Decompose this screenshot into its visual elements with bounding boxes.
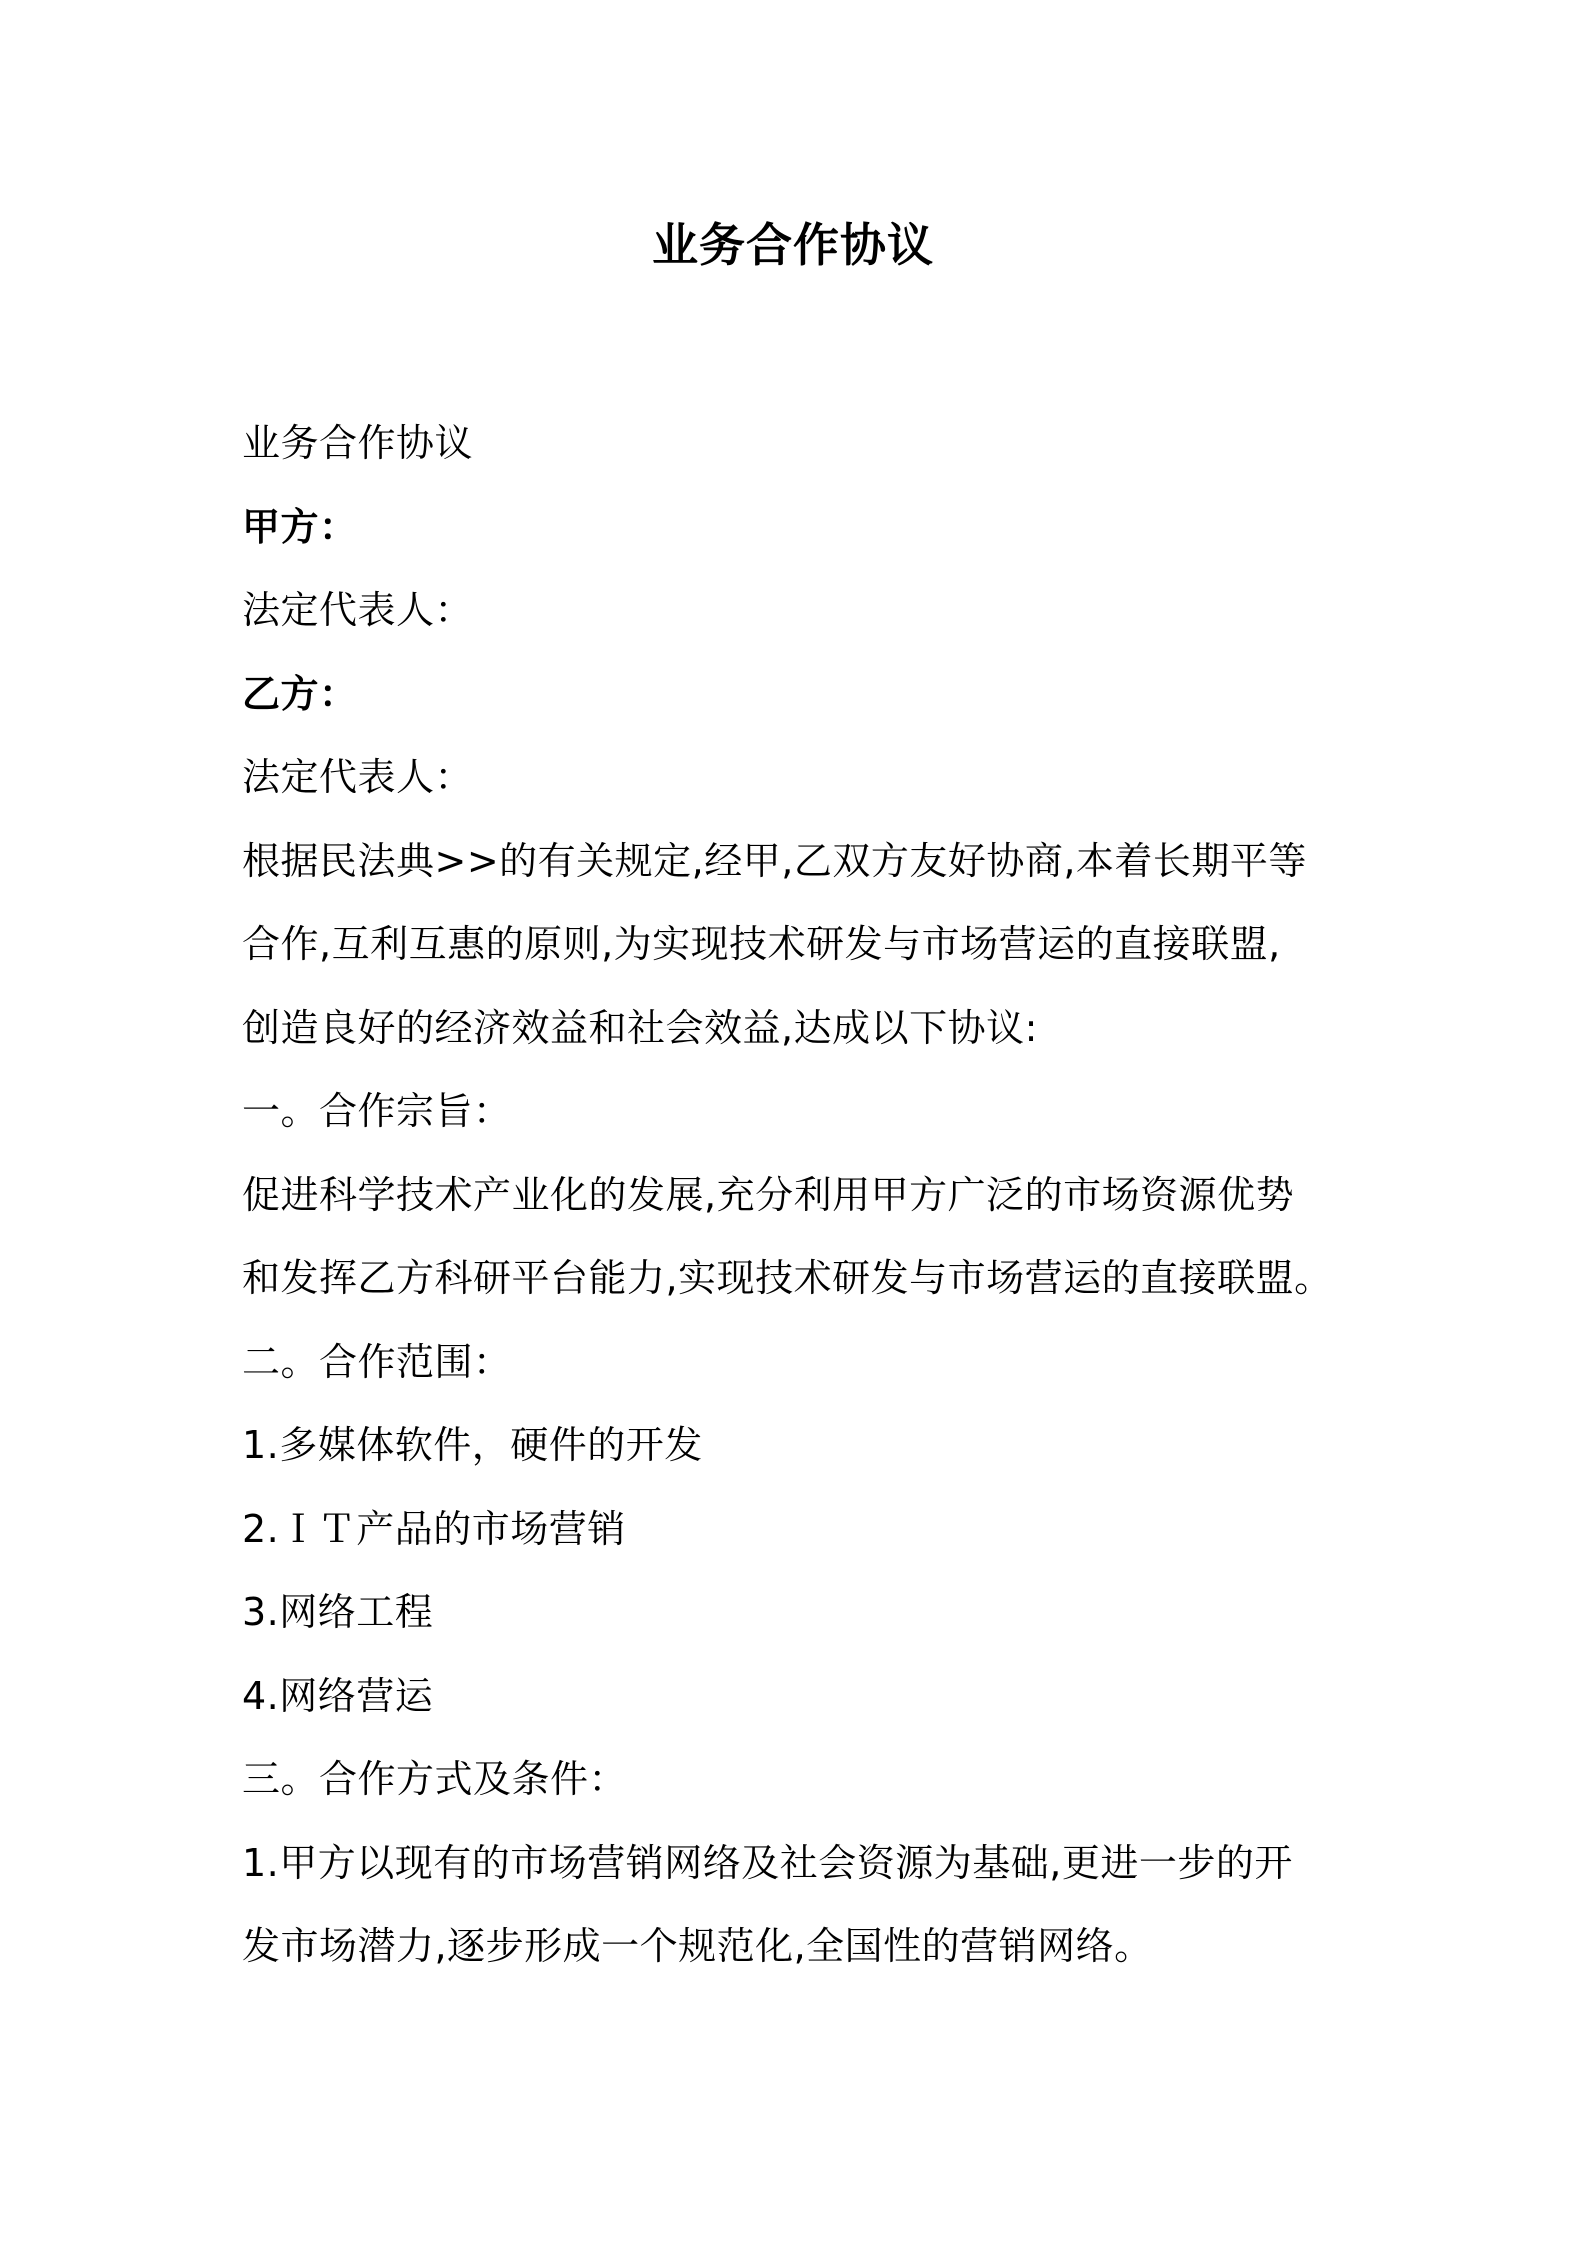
body-heading: 业务合作协议 — [242, 421, 474, 465]
section-1-heading: 一。合作宗旨： — [242, 1089, 512, 1133]
document-title: 业务合作协议 — [652, 218, 934, 272]
section-2-item-3: 3.网络工程 — [242, 1590, 434, 1634]
party-a-label: 甲方： — [242, 504, 358, 549]
section-1-text-line-1: 促进科学技术产业化的发展,充分利用甲方广泛的市场资源优势 — [242, 1172, 1295, 1217]
preamble-line-1: 根据民法典>>的有关规定,经甲,乙双方友好协商,本着长期平等 — [242, 838, 1307, 883]
section-1-text-line-2: 和发挥乙方科研平台能力,实现技术研发与市场营运的直接联盟。 — [242, 1256, 1333, 1300]
party-b-label: 乙方： — [242, 671, 358, 716]
party-a-representative-label: 法定代表人： — [242, 588, 474, 632]
document-body — [242, 402, 1372, 1989]
section-3-item-1-line-1: 1.甲方以现有的市场营销网络及社会资源为基础,更进一步的开 — [242, 1840, 1293, 1885]
section-2-item-4: 4.网络营运 — [242, 1673, 434, 1718]
section-3-heading: 三。合作方式及条件： — [242, 1757, 628, 1801]
section-2-item-1: 1.多媒体软件，硬件的开发 — [242, 1423, 703, 1467]
party-b-representative-label: 法定代表人： — [242, 755, 474, 799]
preamble-line-3: 创造良好的经济效益和社会效益,达成以下协议: — [242, 1005, 1038, 1050]
section-3-item-1-line-2: 发市场潜力,逐步形成一个规范化,全国性的营销网络。 — [242, 1924, 1153, 1968]
section-2-item-2: 2.ＩＴ产品的市场营销 — [242, 1506, 626, 1551]
section-2-heading: 二。合作范围： — [242, 1339, 512, 1384]
preamble-line-2: 合作,互利互惠的原则,为实现技术研发与市场营运的直接联盟, — [242, 922, 1281, 966]
